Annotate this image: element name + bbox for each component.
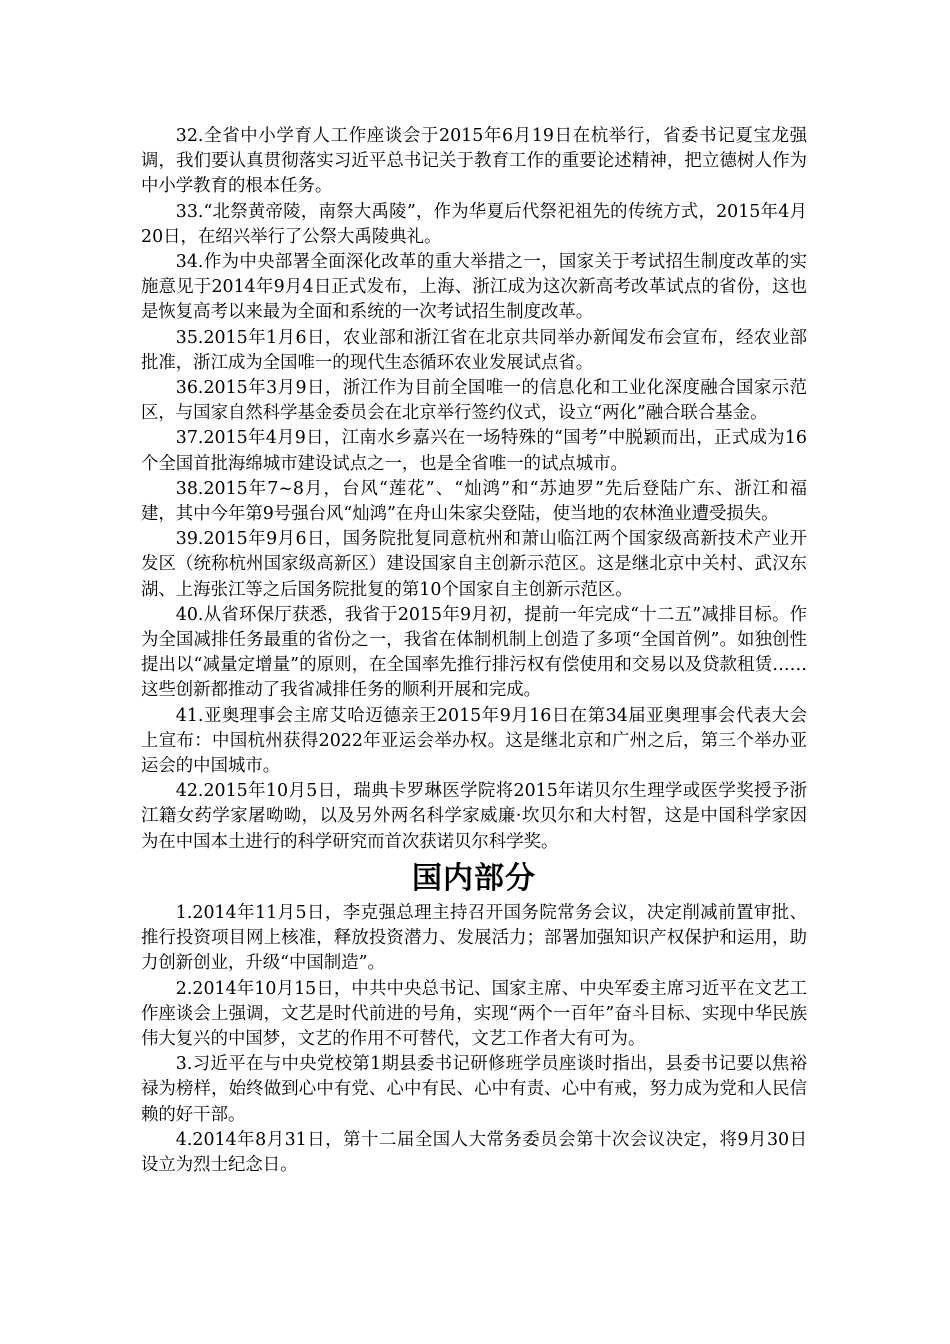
- paragraph-4: 4.2014年8月31日，第十二届全国人大常务委员会第十次会议决定，将9月30日设立为烈士纪念日。: [141, 1129, 807, 1175]
- paragraph-41: 41.亚奥理事会主席艾哈迈德亲王2015年9月16日在第34届亚奥理事会代表大会上宣布：中国杭州获得2022年亚运会举办权。这是继北京和广州之后，第三个举办亚运会的中国城市。: [141, 705, 807, 777]
- paragraph-2: 2.2014年10月15日，中共中央总书记、国家主席、中央军委主席习近平在文艺工作座谈会上强调，文艺是时代前进的号角，实现“两个一百年”奋斗目标、实现中华民族伟大复兴的中国梦，文艺的作用不可替代，文艺工作者大有可为。: [141, 978, 807, 1049]
- paragraph-1: 1.2014年11月5日，李克强总理主持召开国务院常务会议，决定削减前置审批、推行投资项目网上核准，释放投资潜力、发展活力；部署加强知识产权保护和运用，助力创新创业，升级“中国制造”。: [141, 902, 807, 974]
- paragraph-39: 39.2015年9月6日，国务院批复同意杭州和萧山临江两个国家级高新技术产业开发区（统称杭州国家级高新区）建设国家自主创新示范区。这是继北京中关村、武汉东湖、上海张江等之后国务院批复的第10个国家自主创新示范区。: [141, 529, 807, 600]
- paragraph-40: 40.从省环保厅获悉，我省于2015年9月初，提前一年完成“十二五”减排目标。作为全国减排任务最重的省份之一，我省在体制机制上创造了多项“全国首例”。如独创性提出以“减量定增量”的原则，在全国率先推行排污权有偿使用和交易以及贷款租赁……这些创新都推动了我省减排任务的顺利开展和完成。: [141, 604, 807, 701]
- paragraph-38: 38.2015年7~8月，台风“莲花”、“灿鸿”和“苏迪罗”先后登陆广东、浙江和福建，其中今年第9号强台风“灿鸿”在舟山朱家尖登陆，使当地的农林渔业遭受损失。: [141, 478, 807, 525]
- document-page: [141, 124, 807, 1178]
- paragraph-42: 42.2015年10月5日，瑞典卡罗琳医学院将2015年诺贝尔生理学或医学奖授予浙江籍女药学家屠呦呦，以及另外两名科学家威廉·坎贝尔和大村智，这是中国科学家因为在中国本土进行的科学研究而首次获诺贝尔科学奖。: [141, 781, 807, 852]
- section-heading: 国内部分: [412, 860, 536, 896]
- paragraph-32: 32.全省中小学育人工作座谈会于2015年6月19日在杭举行，省委书记夏宝龙强调，我们要认真贯彻落实习近平总书记关于教育工作的重要论述精神，把立德树人作为中小学教育的根本任务。: [141, 126, 807, 197]
- paragraph-34: 34.作为中央部署全面深化改革的重大举措之一，国家关于考试招生制度改革的实施意见于2014年9月4日正式发布，上海、浙江成为这次新高考改革试点的省份，这也是恢复高考以来最为全面和系统的一次考试招生制度改革。: [141, 252, 807, 323]
- paragraph-33: 33.“北祭黄帝陵，南祭大禹陵”，作为华夏后代祭祀祖先的传统方式，2015年4月20日，在绍兴举行了公祭大禹陵典礼。: [141, 201, 807, 247]
- paragraph-37: 37.2015年4月9日，江南水乡嘉兴在一场特殊的“国考”中脱颖而出，正式成为16个全国首批海绵城市建设试点之一，也是全省唯一的试点城市。: [141, 428, 807, 474]
- paragraph-36: 36.2015年3月9日，浙江作为目前全国唯一的信息化和工业化深度融合国家示范区，与国家自然科学基金委员会在北京举行签约仪式，设立“两化”融合联合基金。: [141, 378, 807, 424]
- paragraph-35: 35.2015年1月6日，农业部和浙江省在北京共同举办新闻发布会宣布，经农业部批准，浙江成为全国唯一的现代生态循环农业发展试点省。: [141, 327, 807, 373]
- paragraph-3: 3.习近平在与中央党校第1期县委书记研修班学员座谈时指出，县委书记要以焦裕禄为榜样，始终做到心中有党、心中有民、心中有责、心中有戒，努力成为党和人民信赖的好干部。: [141, 1054, 807, 1125]
